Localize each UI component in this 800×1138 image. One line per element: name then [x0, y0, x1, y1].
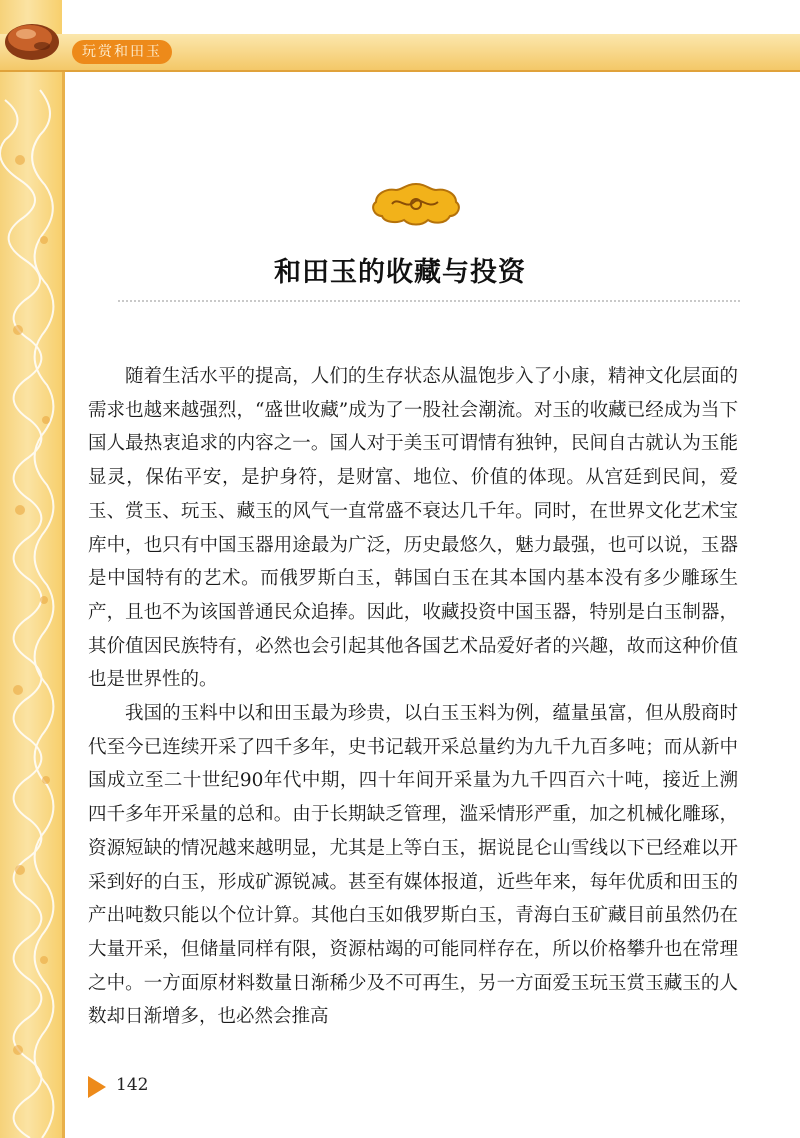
title-divider [118, 300, 740, 302]
article-body [88, 360, 738, 1034]
page-number: 142 [116, 1075, 149, 1095]
section-label: 玩赏和田玉 [72, 40, 172, 64]
decorative-left-border [0, 0, 62, 1138]
triangle-marker-icon [88, 1076, 106, 1098]
paragraph: 我国的玉料中以和田玉最为珍贵，以白玉玉料为例，蕴量虽富，但从殷商时代至今已连续开采了四千多年，史书记载开采总量约为九千九百多吨；而从新中国成立至二十世纪90年代中期，四十年间开采量为九千四百六十吨，接近上溯四千多年开采量的总和。由于长期缺乏管理，滥采情形严重，加之机械化雕琢，资源短缺的情况越来越明显，尤其是上等白玉，据说昆仑山雪线以下已经难以开采到好的白玉，形成矿源锐减。甚至有媒体报道，近些年来，每年优质和田玉的产出吨数只能以个位计算。其他白玉如俄罗斯白玉，青海白玉矿藏目前虽然仍在大量开采，但储量同样有限，资源枯竭的可能同样存在，所以价格攀升也在常理之中。一方面原材料数量日渐稀少及不可再生，另一方面爱玉玩玉赏玉藏玉的人数却日渐增多，也必然会推高 [88, 703, 738, 1028]
cloud-emblem-icon [370, 180, 462, 228]
border-divider [62, 68, 65, 1138]
jade-stone-icon [2, 6, 62, 66]
page-title: 和田玉的收藏与投资 [274, 257, 526, 288]
wave-pattern-icon [0, 0, 62, 1138]
paragraph: 随着生活水平的提高，人们的生存状态从温饱步入了小康，精神文化层面的需求也越来越强烈，“盛世收藏”成为了一股社会潮流。对玉的收藏已经成为当下国人最热衷追求的内容之一。国人对于美玉可谓情有独钟，民间自古就认为玉能显灵，保佑平安，是护身符，是财富、地位、价值的体现。从宫廷到民间，爱玉、赏玉、玩玉、藏玉的风气一直常盛不衰达几千年。同时，在世界文化艺术宝库中，也只有中国玉器用途最为广泛，历史最悠久，魅力最强，也可以说，玉器是中国特有的艺术。而俄罗斯白玉，韩国白玉在其本国内基本没有多少雕琢生产，且也不为该国普通民众追捧。因此，收藏投资中国玉器，特别是白玉制器，其价值因民族特有，必然也会引起其他各国艺术品爱好者的兴趣，故而这种价值也是世界性的。 [88, 366, 738, 691]
